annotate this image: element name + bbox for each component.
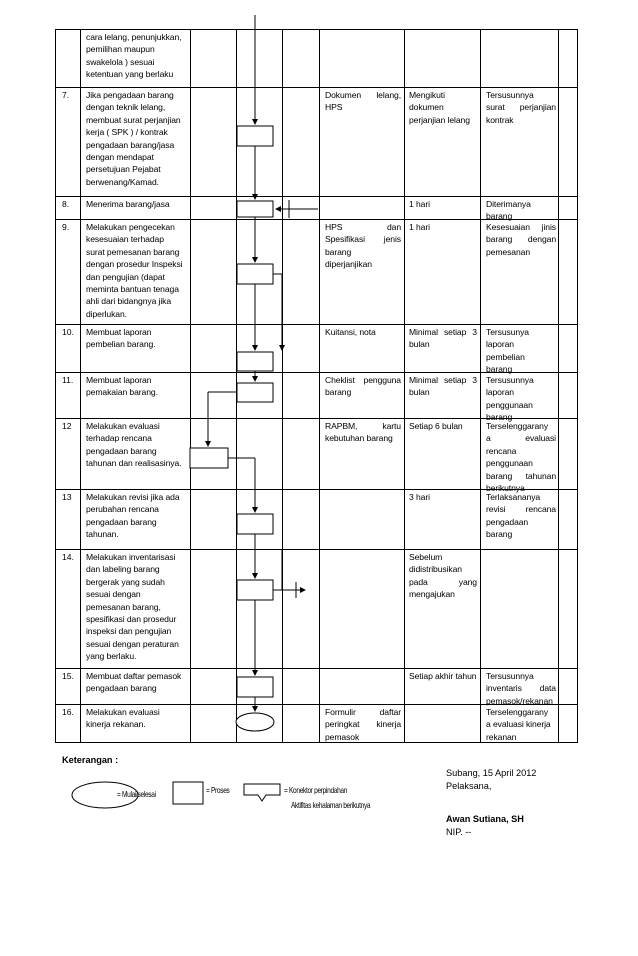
kegiatan-line: pengadaan barang: [86, 683, 157, 694]
output-line: penggunaan: [486, 458, 533, 469]
output-line: berikutnya: [486, 483, 525, 494]
row-number: 7.: [62, 90, 70, 100]
process-box: [237, 352, 273, 371]
kegiatan-line: Membuat laporan: [86, 327, 152, 337]
output-cell: [486, 326, 556, 376]
kegiatan-line: sesuai dengan peraturan: [86, 638, 179, 649]
legend-process-label: = Proses: [206, 786, 230, 795]
process-box: [237, 580, 273, 600]
kegiatan-line: Melakukan revisi jika ada: [86, 492, 180, 502]
kegiatan-cell: [86, 89, 188, 188]
kelengkapan-line: kebutuhan barang: [325, 433, 393, 444]
waktu-cell: [409, 326, 477, 351]
output-line: rekanan: [486, 731, 517, 742]
process-box: [237, 126, 273, 146]
legend-connector-label-2: Aktifitas kehalaman berikutnya: [291, 801, 371, 810]
kegiatan-line: pemesanan barang,: [86, 601, 161, 612]
output-line: barang tahunan: [486, 470, 556, 481]
waktu-line: Sebelum: [409, 552, 443, 562]
waktu-cell: [409, 374, 477, 399]
output-cell: [486, 706, 556, 743]
output-line: Kesesuaian jinis: [486, 222, 556, 232]
waktu-line: 3 hari: [409, 492, 430, 502]
waktu-line: 1 hari: [409, 199, 430, 209]
output-line: Tersusunnya: [486, 671, 534, 681]
kegiatan-line: dengan teknik lelang,: [86, 102, 166, 113]
kelengkapan-line: Spesifikasi jenis: [325, 234, 401, 245]
output-line: pengadaan: [486, 516, 529, 527]
waktu-line: mengajukan: [409, 589, 455, 600]
kegiatan-line: Melakukan evaluasi: [86, 707, 160, 717]
output-line: laporan: [486, 339, 514, 350]
row-number: 10.: [62, 327, 74, 337]
kegiatan-line: yang berlaku.: [86, 651, 137, 662]
output-cell: [486, 221, 556, 258]
waktu-line: Mengikuti: [409, 90, 445, 100]
kegiatan-cell: [86, 326, 188, 351]
output-line: Tersusunnya: [486, 90, 534, 100]
kegiatan-line: Melakukan inventarisasi: [86, 552, 176, 562]
kegiatan-cell: [86, 374, 188, 399]
waktu-line: Setiap akhir tahun: [409, 671, 477, 681]
legend-title: Keterangan :: [62, 755, 119, 765]
kegiatan-line: membuat surat perjanjian: [86, 114, 181, 125]
waktu-line: didistribusikan: [409, 564, 462, 575]
waktu-line: bulan: [409, 387, 430, 398]
process-box: [237, 201, 273, 217]
kegiatan-cell: [86, 221, 188, 320]
kegiatan-line: Jika pengadaan barang: [86, 90, 174, 100]
waktu-cell: [409, 198, 477, 210]
kegiatan-line: kesesuaian terhadap: [86, 234, 164, 245]
signature-role: Pelaksana,: [446, 781, 492, 791]
output-line: pemasok/rekanan: [486, 695, 553, 706]
output-cell: [486, 374, 556, 424]
process-box: [190, 448, 228, 468]
kegiatan-line: sesuai dengan: [86, 589, 141, 600]
row-number: 16.: [62, 707, 74, 717]
kelengkapan-line: diperjanjikan: [325, 259, 372, 270]
kelengkapan-line: HPS: [325, 102, 343, 113]
output-line: rencana: [486, 445, 517, 456]
waktu-line: Setiap 6 bulan: [409, 421, 463, 431]
row-number: 14.: [62, 552, 74, 562]
output-line: kontrak: [486, 114, 514, 125]
output-line: pemesanan: [486, 246, 531, 257]
row-number: 8.: [62, 199, 70, 209]
kelengkapan-line: Cheklist pengguna: [325, 375, 401, 385]
kegiatan-line: spesifikasi dan prosedur: [86, 614, 177, 625]
kelengkapan-cell: [325, 221, 401, 271]
kegiatan-line: cara lelang, penunjukkan,: [86, 32, 182, 42]
output-line: Diterimanya: [486, 199, 531, 209]
kegiatan-line: pemilihan maupun: [86, 44, 155, 55]
output-line: Terlaksananya: [486, 492, 541, 502]
output-line: Terselenggarany: [486, 707, 549, 717]
kegiatan-line: inspeksi dan pengujian: [86, 626, 172, 637]
kegiatan-line: dan pengujian (dapat: [86, 271, 165, 282]
output-cell: [486, 89, 556, 126]
kelengkapan-line: pemasok: [325, 731, 360, 742]
waktu-cell: [409, 551, 477, 601]
kegiatan-cell: [86, 31, 188, 81]
kelengkapan-cell: [325, 326, 401, 338]
waktu-cell: [409, 221, 477, 233]
signature-name: Awan Sutiana, SH: [446, 814, 524, 824]
terminator-ellipse: [236, 713, 274, 731]
kegiatan-cell: [86, 491, 188, 541]
waktu-cell: [409, 89, 477, 126]
kelengkapan-line: HPS dan: [325, 222, 401, 232]
kegiatan-cell: [86, 420, 188, 470]
output-cell: [486, 420, 556, 494]
kelengkapan-line: RAPBM, kartu: [325, 421, 401, 431]
output-line: pembelian: [486, 351, 525, 362]
kegiatan-line: pengadaan barang/jasa: [86, 139, 175, 150]
output-line: Tersusunnya: [486, 375, 534, 385]
output-line: a evaluasi: [486, 433, 556, 444]
process-box: [237, 383, 273, 402]
waktu-line: pada yang: [409, 576, 477, 587]
kegiatan-line: bergerak yang sudah: [86, 576, 165, 587]
kegiatan-line: dengan mendapat: [86, 152, 154, 163]
kegiatan-line: dengan prosedur Inspeksi: [86, 259, 183, 270]
kelengkapan-cell: [325, 706, 401, 743]
kegiatan-line: pemakaian barang.: [86, 387, 158, 398]
output-line: surat perjanjian: [486, 102, 556, 113]
legend-process-symbol: [173, 782, 203, 804]
kegiatan-line: tahunan.: [86, 529, 119, 540]
output-cell: [486, 198, 556, 223]
kegiatan-cell: [86, 706, 188, 731]
kelengkapan-line: barang: [325, 387, 352, 398]
legend-connector-symbol: [244, 784, 280, 801]
kegiatan-line: berwenang/Kamad.: [86, 176, 159, 187]
output-cell: [486, 670, 556, 707]
row-number: 9.: [62, 222, 70, 232]
kegiatan-line: kerja ( SPK ) / kontrak: [86, 127, 168, 138]
process-box: [237, 264, 273, 284]
kelengkapan-line: barang: [325, 246, 352, 257]
output-line: barang: [486, 211, 513, 222]
signature-nip: NIP. --: [446, 827, 472, 837]
output-line: barang: [486, 529, 513, 540]
output-line: a evaluasi kinerja: [486, 719, 551, 730]
output-line: barang: [486, 364, 513, 375]
kegiatan-line: diperlukan.: [86, 308, 127, 319]
kegiatan-cell: [86, 198, 188, 210]
kegiatan-line: surat pemesanan barang: [86, 246, 180, 257]
kegiatan-line: Membuat laporan: [86, 375, 152, 385]
waktu-line: perjanjian lelang: [409, 114, 470, 125]
process-box: [237, 677, 273, 697]
kelengkapan-cell: [325, 89, 401, 114]
output-line: revisi rencana: [486, 504, 556, 515]
kegiatan-line: perubahan rencana: [86, 504, 159, 515]
kelengkapan-line: Formulir daftar: [325, 707, 401, 717]
output-cell: [486, 491, 556, 541]
kegiatan-line: kinerja rekanan.: [86, 719, 146, 730]
kegiatan-line: dan labeling barang: [86, 564, 160, 575]
kegiatan-line: terhadap rencana: [86, 433, 152, 444]
output-line: penggunaan: [486, 399, 533, 410]
waktu-line: 1 hari: [409, 222, 430, 232]
kegiatan-line: persetujuan Pejabat: [86, 164, 161, 175]
kegiatan-line: pengadaan barang: [86, 445, 157, 456]
legend-connector-label: = Konektor perpindahan: [284, 786, 348, 795]
row-number: 15.: [62, 671, 74, 681]
signature-place-date: Subang, 15 April 2012: [446, 768, 537, 778]
waktu-cell: [409, 420, 477, 432]
kelengkapan-cell: [325, 420, 401, 445]
kelengkapan-line: peringkat kinerja: [325, 719, 401, 730]
kelengkapan-line: Dokumen lelang,: [325, 90, 401, 100]
output-line: barang: [486, 412, 513, 423]
row-number: 13: [62, 492, 72, 502]
kelengkapan-cell: [325, 374, 401, 399]
output-line: laporan: [486, 387, 514, 398]
kegiatan-line: Melakukan evaluasi: [86, 421, 160, 431]
kegiatan-line: meminta bantuan tenaga: [86, 284, 179, 295]
kegiatan-line: ahli dari bidangnya jika: [86, 296, 172, 307]
kegiatan-line: pengadaan barang: [86, 516, 157, 527]
waktu-line: dokumen: [409, 102, 444, 113]
row-number: 11.: [62, 375, 74, 385]
output-line: inventaris data: [486, 683, 556, 694]
kegiatan-line: tahunan dan realisasinya.: [86, 458, 182, 469]
legend-start-end-label: = Mulai/selesai: [117, 790, 156, 799]
process-box: [237, 514, 273, 534]
kegiatan-line: ketentuan yang berlaku: [86, 69, 174, 80]
waktu-cell: [409, 491, 477, 503]
waktu-cell: [409, 670, 477, 682]
kegiatan-cell: [86, 551, 188, 663]
kegiatan-line: swakelola ) sesuai: [86, 56, 155, 67]
output-line: Tersusunya: [486, 327, 529, 337]
kegiatan-line: pembelian barang.: [86, 339, 156, 350]
waktu-line: Minimal setiap 3: [409, 327, 477, 337]
kegiatan-line: Melakukan pengecekan: [86, 222, 175, 232]
kegiatan-cell: [86, 670, 188, 695]
row-number: 12: [62, 421, 72, 431]
waktu-line: Minimal setiap 3: [409, 375, 477, 385]
output-line: Terselenggarany: [486, 421, 549, 431]
kelengkapan-line: Kuitansi, nota: [325, 327, 376, 337]
waktu-line: bulan: [409, 339, 430, 350]
kegiatan-line: Menerima barang/jasa: [86, 199, 170, 209]
output-line: barang dengan: [486, 234, 556, 245]
kegiatan-line: Membuat daftar pemasok: [86, 671, 182, 681]
